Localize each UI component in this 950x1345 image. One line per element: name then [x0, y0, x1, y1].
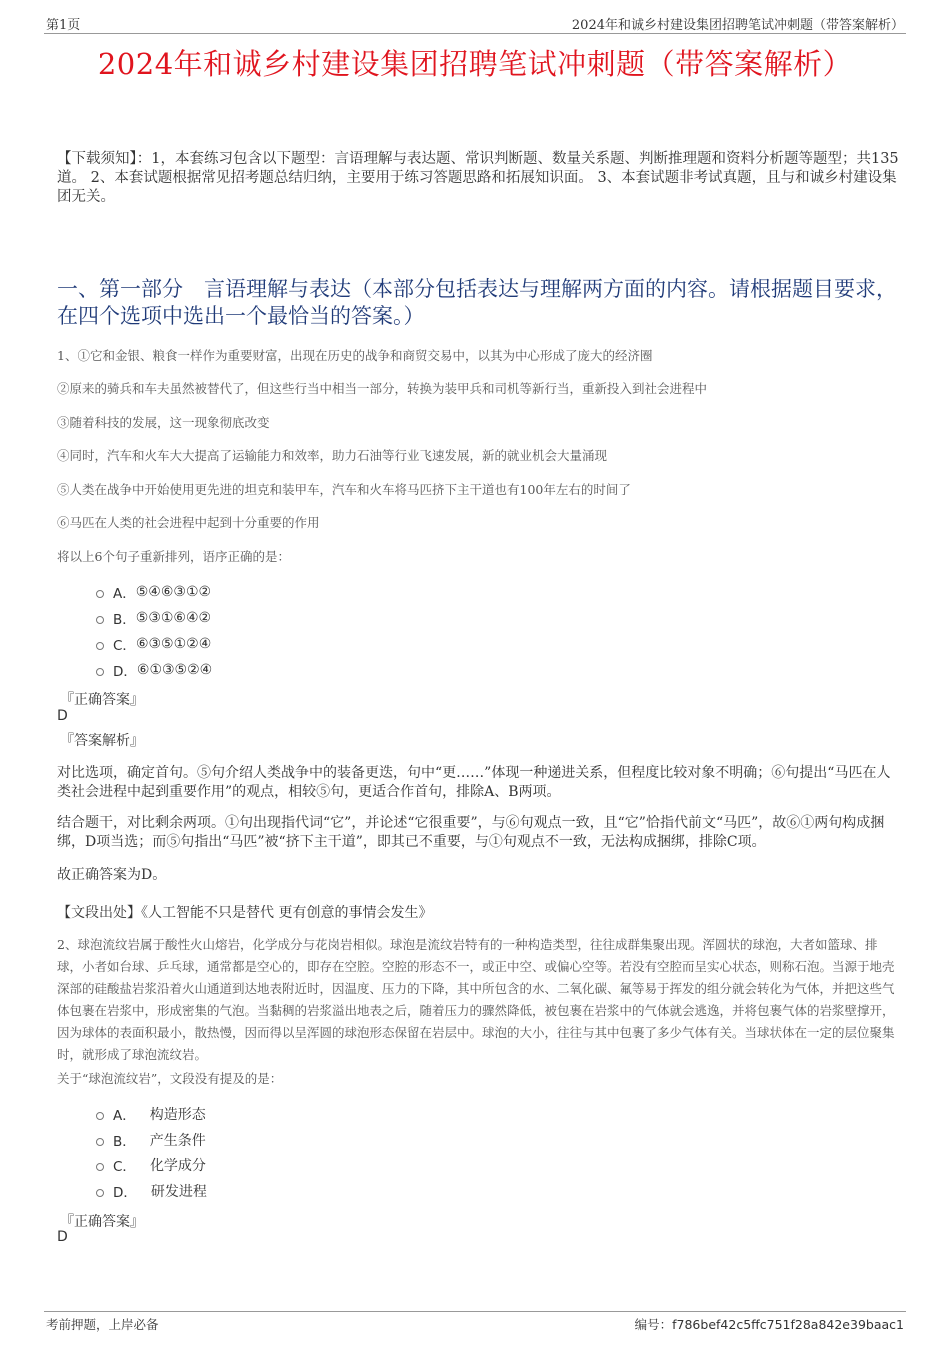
q2-passage: 2、球泡流纹岩属于酸性火山熔岩，化学成分与花岗岩相似。球泡是流纹岩特有的一种构造类型，往往成群集聚出现。浑圆状的球泡，大者如篮球、排球，小者如台球、乒乓球，通常都是空心的，即存在空腔。空腔的形态不一，或正中空、或偏心空等。若没有空腔而呈实心状态，则称石泡。当源于地壳深部的硅酸盐岩浆沿着火山通道到达地表附近时，因温度、压力的下降，其中所包含的水、二氧化碳、氟等易于挥发的组分就会转化为气体，并把这些气体包裹在岩浆中，形成密集的气泡。当黏稠的岩浆溢出地表之后，随着压力的骤然降低，被包裹在岩浆中的气体就会逃逸，并将包裹气体的岩浆壁撑开，因为球体的表面积最小，散热慢，因而得以呈浑圆的球泡形态保留在岩层中。球泡的大小，往往与其中包裹了多少气体有关。当球状体在一定的层位聚集时，就形成了球泡流纹岩。	[57, 937, 895, 1062]
q1-sentence-1: 1、①它和金银、粮食一样作为重要财富，出现在历史的战争和商贸交易中，以其为中心形成了庞大的经济圈	[57, 348, 653, 363]
option-text: 产生条件	[149, 1133, 206, 1149]
q1-sentence-5: ⑤人类在战争中开始使用更先进的坦克和装甲车，汽车和火车将马匹挤下主干道也有100年左右的时间了	[57, 482, 631, 497]
option-label: A．	[113, 1108, 136, 1124]
option-label: C．	[113, 638, 136, 654]
q2-option-b[interactable]	[96, 1130, 206, 1150]
q1-answer: D	[57, 708, 68, 724]
q1-source: 【文段出处】《人工智能不只是替代 更有创意的事情会发生》	[57, 905, 433, 921]
header-divider	[44, 33, 906, 34]
q1-option-b[interactable]	[96, 608, 211, 628]
q2-answer-label: 『正确答案』	[60, 1214, 144, 1230]
option-text: ⑥③⑤①②④	[135, 636, 212, 652]
option-text: 化学成分	[149, 1158, 206, 1174]
option-label: D．	[113, 664, 137, 680]
q2-option-d[interactable]	[96, 1181, 207, 1201]
q1-option-c[interactable]	[96, 634, 211, 654]
q2-option-a[interactable]	[96, 1104, 206, 1124]
q1-analysis-label: 『答案解析』	[60, 733, 144, 749]
q1-analysis-3: 故正确答案为D。	[57, 867, 167, 883]
q1-answer-label: 『正确答案』	[60, 692, 144, 708]
q1-sentence-3: ③随着科技的发展，这一现象彻底改变	[57, 415, 270, 430]
option-label: B．	[113, 612, 136, 628]
radio-icon[interactable]	[96, 590, 104, 598]
q2-prompt: 关于“球泡流纹岩”，文段没有提及的是：	[57, 1071, 283, 1086]
option-text: ⑥①③⑤②④	[136, 662, 213, 678]
download-notice: 【下载须知】：1，本套练习包含以下题型：言语理解与表达题、常识判断题、数量关系题、判断推理题和资料分析题等题型；共135道。 2、本套试题根据常见招考题总结归纳，主要用于练习答题思路和拓展知识面。 3、本套试题非考试真题，且与和诚乡村建设集团无关。	[57, 151, 899, 205]
option-text: ⑤④⑥③①②	[135, 584, 212, 600]
option-label: D．	[113, 1185, 137, 1201]
page-number: 第1页	[46, 18, 81, 33]
footer-divider	[44, 1311, 906, 1312]
radio-icon[interactable]	[96, 616, 104, 624]
q2-answer: D	[57, 1229, 68, 1245]
radio-icon[interactable]	[96, 1163, 104, 1171]
page-title: 2024年和诚乡村建设集团招聘笔试冲刺题（带答案解析）	[97, 47, 853, 81]
q2-option-c[interactable]	[96, 1155, 206, 1175]
q1-analysis-2: 结合题干，对比剩余两项。①句出现指代词“它”，并论述“它很重要”，与⑥句观点一致，且“它”恰指代前文“马匹”，故⑥①两句构成捆绑，D项当选；而⑤句指出“马匹”被“挤下主干道”，即其已不重要，与①句观点不一致，无法构成捆绑，排除C项。	[57, 815, 885, 850]
q1-prompt: 将以上6个句子重新排列，语序正确的是：	[57, 549, 290, 564]
q1-analysis-1: 对比选项，确定首句。⑤句介绍人类战争中的装备更迭，句中“更……”体现一种递进关系，但程度比较对象不明确；⑥句提出“马匹在人类社会进程中起到重要作用”的观点，相较⑤句，更适合作首句，排除A、B两项。	[57, 765, 891, 800]
radio-icon[interactable]	[96, 668, 104, 676]
option-label: A．	[113, 586, 136, 602]
option-label: B．	[113, 1134, 136, 1150]
footer-doc-id: 编号：f786bef42c5ffc751f28a842e39baac1	[634, 1317, 904, 1332]
option-text: ⑤③①⑥④②	[135, 610, 212, 626]
section-heading: 一、第一部分 言语理解与表达（本部分包括表达与理解两方面的内容。请根据题目要求，在四个选项中选出一个最恰当的答案。）	[57, 277, 897, 328]
radio-icon[interactable]	[96, 1138, 104, 1146]
q1-option-d[interactable]	[96, 660, 212, 680]
radio-icon[interactable]	[96, 1189, 104, 1197]
q1-sentence-2: ②原来的骑兵和车夫虽然被替代了，但这些行当中相当一部分，转换为装甲兵和司机等新行当，重新投入到社会进程中	[57, 381, 708, 396]
q1-sentence-4: ④同时，汽车和火车大大提高了运输能力和效率，助力石油等行业飞速发展，新的就业机会大量涌现	[57, 448, 608, 463]
option-text: 构造形态	[149, 1107, 206, 1123]
option-text: 研发进程	[150, 1184, 207, 1200]
radio-icon[interactable]	[96, 642, 104, 650]
q1-option-a[interactable]	[96, 582, 211, 602]
header-doc-title: 2024年和诚乡村建设集团招聘笔试冲刺题（带答案解析）	[571, 18, 904, 33]
option-label: C．	[113, 1159, 136, 1175]
radio-icon[interactable]	[96, 1112, 104, 1120]
footer-slogan: 考前押题，上岸必备	[46, 1317, 159, 1332]
q1-sentence-6: ⑥马匹在人类的社会进程中起到十分重要的作用	[57, 515, 320, 530]
